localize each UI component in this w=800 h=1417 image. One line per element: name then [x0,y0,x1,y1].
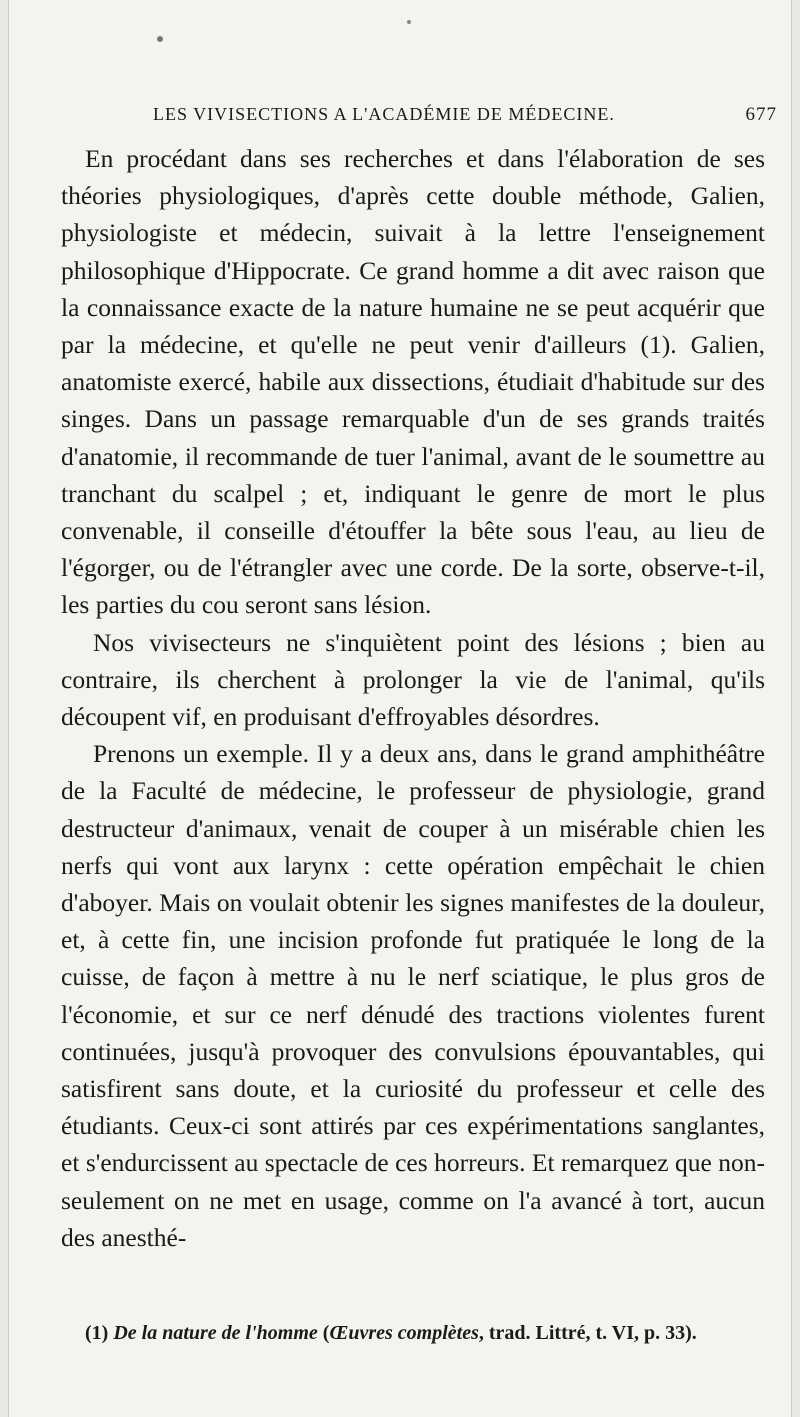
footnote [61,1318,765,1348]
print-speck [407,20,411,24]
paragraph: Nos vivisecteurs ne s'inquiètent point des lésions ; bien au contraire, ils cherchent à prolonger la vie de l'animal, qu'ils découpent vif, en produisant d'effroyables désordres. [61,627,765,732]
footnote-mark: (1) [85,1322,109,1344]
paragraph: En procédant dans ses recherches et dans l'élaboration de ses théories physiologiques, d'après cette double méthode, Galien, physiologiste et médecin, suivait à la lettre l'enseignement philosophique d'Hippocrate. Ce grand homme a dit avec raison que la connaissance exacte de la nature humaine ne se peut acquérir que par la médecine, et qu'elle ne peut venir d'ailleurs (1). Galien, anatomiste exercé, habile aux dissections, étudiait d'habitude sur des singes. Dans un passage remarquable d'un de ses grands traités d'anatomie, il recommande de tuer l'animal, avant de le soumettre au tranchant du scalpel ; et, indiquant le genre de mort le plus convenable, il conseille d'étouffer la bête sous l'eau, au lieu de l'égorger, ou de l'étrangler avec une corde. De la sorte, observe-t-il, les parties du cou seront sans lésion. [61,144,765,620]
page-header [137,104,777,134]
book-page [8,0,792,1417]
footnote-title: De la nature de l'homme [113,1322,318,1344]
body-text [61,140,765,1256]
footnote-collection: Œuvres complètes [329,1322,479,1344]
paragraph: Prenons un exemple. Il y a deux ans, dans le grand amphithéâtre de la Faculté de médecine, le professeur de physiologie, grand destructeur d'animaux, venait de couper à un misérable chien les nerfs qui vont aux larynx : cette opération empêchait le chien d'aboyer. Mais on voulait obtenir les signes manifestes de la douleur, et, à cette fin, une incision profonde fut pratiquée le long de la cuisse, de façon à mettre à nu le nerf sciatique, le plus gros de l'économie, et sur ce nerf dénudé des tractions violentes furent continuées, jusqu'à provoquer des convulsions épouvantables, qui satisfirent sans doute, et la curiosité du professeur et celle des étudiants. Ceux-ci sont attirés par ces expérimentations sanglantes, et s'endurcissent au spectacle de ces horreurs. Et remarquez que non-seulement on ne met en usage, comme on l'a avancé à tort, aucun des anesthé- [61,739,765,1252]
footnote-open-paren: ( [322,1322,330,1344]
footnote-reference: , trad. Littré, t. VI, p. 33). [478,1322,697,1344]
print-speck [157,36,163,42]
page-number: 677 [745,104,777,125]
running-title: LES VIVISECTIONS A L'ACADÉMIE DE MÉDECINE. [153,104,615,124]
